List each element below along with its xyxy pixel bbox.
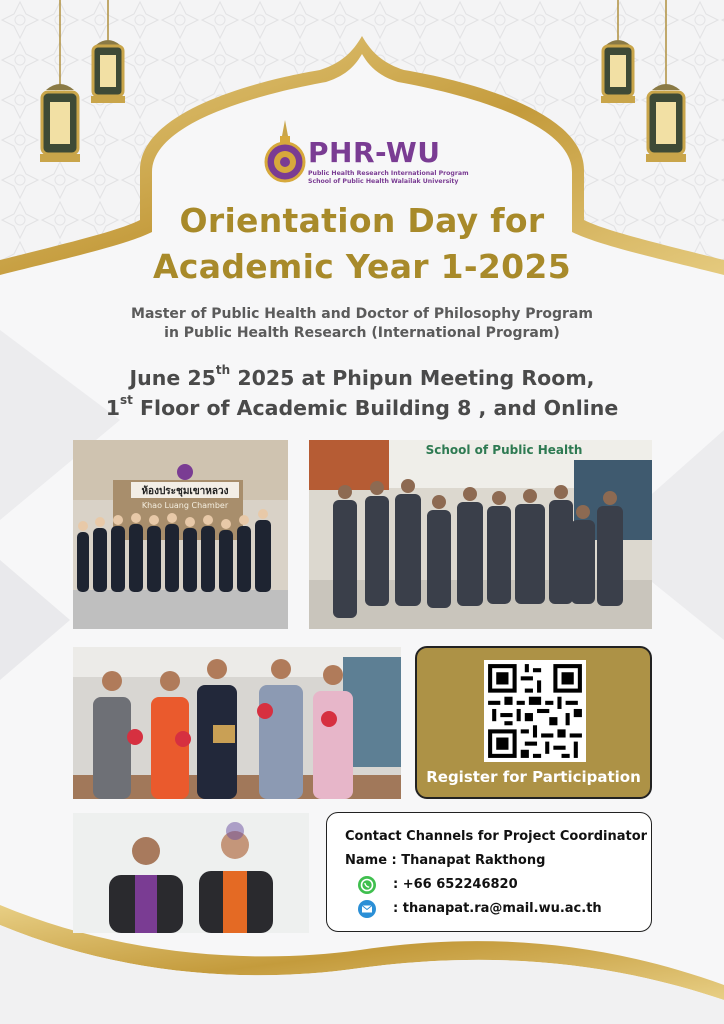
university-emblem-icon [264,118,306,186]
svg-text:ห้องประชุมเขาหลวง: ห้องประชุมเขาหลวง [141,486,229,497]
logo-title: PHR-WU [308,136,441,169]
phr-wu-logo [264,118,469,188]
qr-code-icon[interactable] [484,660,586,762]
whatsapp-icon [357,875,377,895]
svg-text:Khao Luang Chamber: Khao Luang Chamber [141,501,229,510]
register-card[interactable] [415,646,652,799]
mail-icon [357,899,377,919]
logo-subtitle: School of Public Health Walailak University [308,178,459,185]
contact-heading: Contact Channels for Project Coordinator [345,829,648,844]
page-title: Orientation Day for [179,201,545,240]
photo-group-chamber [73,440,288,629]
program-name: in Public Health Research (International Program) [164,325,560,341]
event-date: June 25th 2025 at Phipun Meeting Room, [129,363,595,390]
register-label: Register for Participation [426,768,641,786]
event-location: 1st Floor of Academic Building 8 , and Online [105,393,619,420]
contact-email[interactable]: : thanapat.ra@mail.wu.ac.th [393,901,602,916]
page-title: Academic Year 1-2025 [153,247,571,286]
svg-text:School of Public Health: School of Public Health [425,443,583,457]
qr-code-graphic [484,660,586,762]
photo-graduates [73,813,309,933]
contact-phone[interactable]: : +66 652246820 [393,877,518,892]
program-name: Master of Public Health and Doctor of Philosophy Program [131,306,593,322]
photo-flowers [73,647,401,799]
contact-name: Name : Thanapat Rakthong [345,853,546,868]
logo-subtitle: Public Health Research International Program [308,170,469,177]
photo-group-building [309,440,652,629]
contact-card [326,812,652,932]
